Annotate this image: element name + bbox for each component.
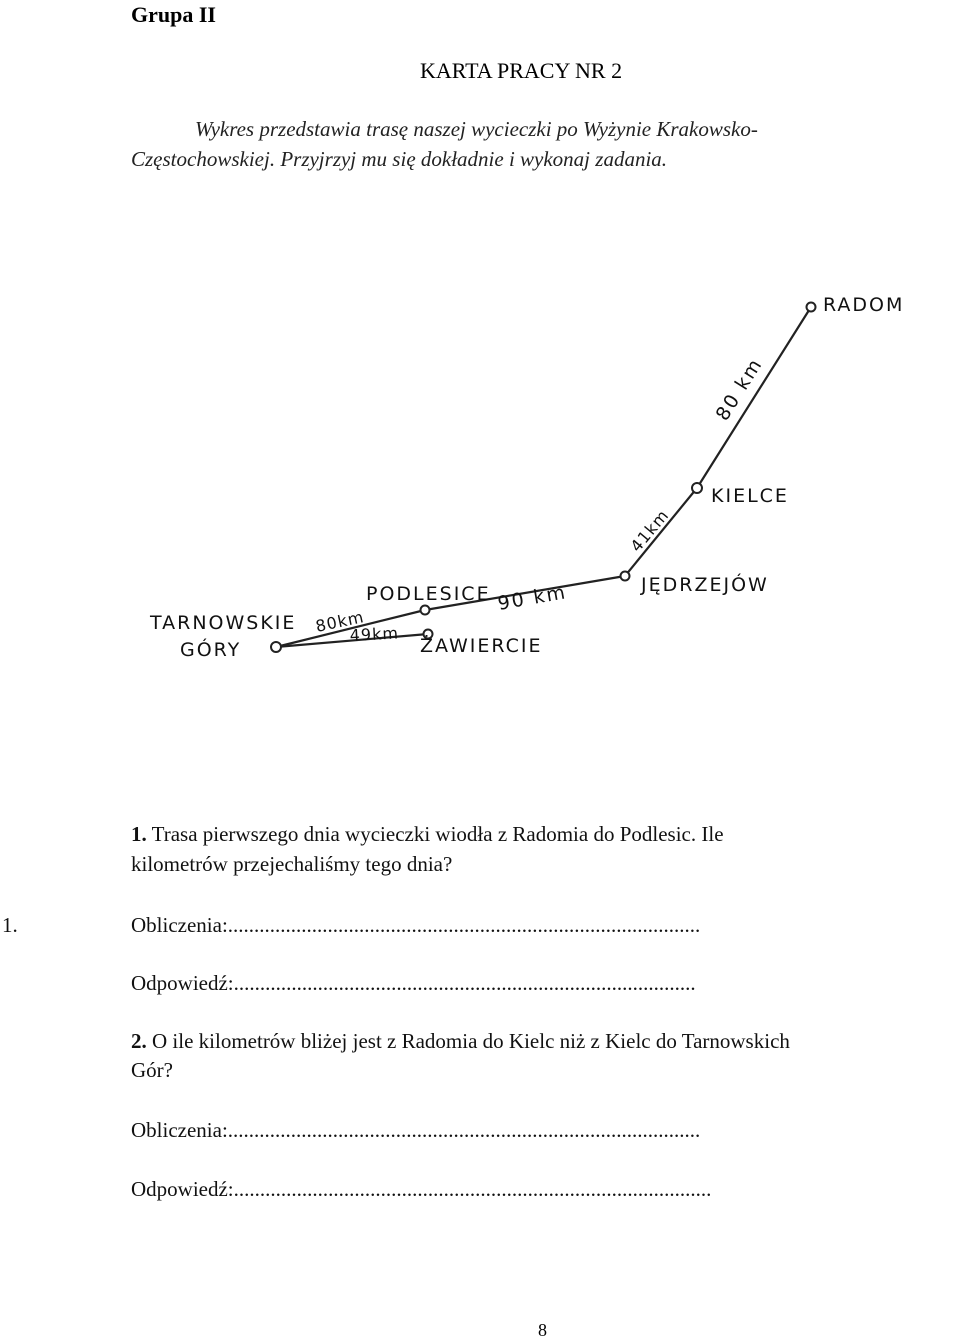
worksheet-title: KARTA PRACY NR 2 bbox=[420, 58, 623, 83]
city-label-zawiercie: ŻAWIERCIE bbox=[420, 635, 543, 657]
task2-line-2: Gór? bbox=[131, 1058, 173, 1082]
distance-radom-kielce: 80 km bbox=[711, 353, 768, 425]
page-number: 8 bbox=[538, 1320, 547, 1340]
route-radom-kielce bbox=[697, 307, 811, 488]
city-dot-kielce bbox=[692, 483, 702, 493]
task1-text-1: Trasa pierwszego dnia wycieczki wiodła z Radomia do Podlesic. Ile bbox=[151, 822, 724, 846]
city-label-tarnowskie-line2: GÓRY bbox=[180, 639, 242, 661]
city-label-podlesice: PODLESICE bbox=[366, 583, 491, 605]
city-label-tarnowskie-line1: TARNOWSKIE bbox=[150, 612, 297, 634]
task2-answer-field: Odpowiedź:........................................................................................... bbox=[131, 1177, 712, 1201]
task1-calculations-field: Obliczenia:.......................................................................................... bbox=[131, 913, 701, 937]
task2-number: 2. bbox=[131, 1029, 147, 1053]
intro-line-1: Wykres przedstawia trasę naszej wycieczki po Wyżynie Krakowsko- bbox=[195, 117, 758, 141]
city-dot-podlesice bbox=[421, 606, 430, 615]
city-label-radom: RADOM bbox=[823, 294, 905, 316]
task2-text-1: O ile kilometrów bliżej jest z Radomia do Kielc niż z Kielc do Tarnowskich bbox=[152, 1029, 790, 1053]
task2-line-1 bbox=[131, 1029, 790, 1054]
distance-jedrzejow-podlesice: 90 km bbox=[496, 581, 569, 615]
city-label-kielce: KIELCE bbox=[711, 485, 789, 507]
distance-kielce-jedrzejow: 41km bbox=[626, 505, 673, 556]
route-map bbox=[0, 240, 960, 710]
distance-tarnowskie-zawiercie: 49km bbox=[349, 623, 400, 645]
task1-answer-field: Odpowiedź:........................................................................................ bbox=[131, 971, 696, 995]
task1-line-2: kilometrów przejechaliśmy tego dnia? bbox=[131, 852, 453, 876]
group-label: Grupa II bbox=[131, 2, 216, 27]
distance-tarnowskie-podlesice: 80km bbox=[313, 607, 366, 636]
task1-line-1 bbox=[131, 822, 724, 847]
city-dot-jedrzejow bbox=[621, 572, 630, 581]
task2-calculations-field: Obliczenia:.......................................................................................... bbox=[131, 1118, 701, 1142]
task1-list-number: 1. bbox=[2, 913, 18, 937]
task1-number: 1. bbox=[131, 822, 147, 846]
city-dot-radom bbox=[807, 303, 816, 312]
city-dot-tarnowskie-gory bbox=[271, 642, 281, 652]
intro-line-2: Częstochowskiej. Przyjrzyj mu się dokładnie i wykonaj zadania. bbox=[131, 147, 668, 171]
city-label-jedrzejow: JĘDRZEJÓW bbox=[641, 574, 769, 596]
